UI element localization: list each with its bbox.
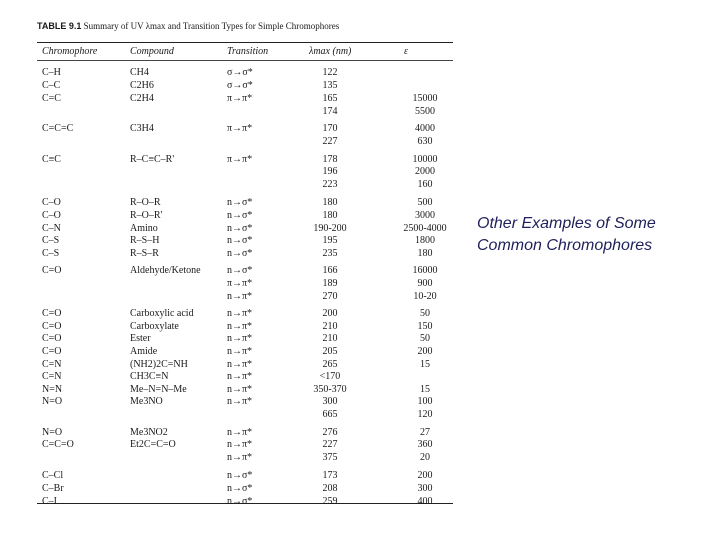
cell-compound: (NH2)2C=NH — [130, 358, 188, 370]
cell-epsilon: 5500 — [415, 105, 435, 117]
cell-chromophore: C=O — [42, 265, 62, 277]
cell-transition: n→σ* — [227, 483, 253, 494]
cell-transition: n→π* — [227, 383, 253, 395]
header-lambda-max: λmax (nm) — [309, 46, 352, 57]
cell-epsilon: 300 — [417, 483, 433, 494]
cell-epsilon: 360 — [417, 439, 433, 451]
cell-transition: π→π* — [227, 93, 253, 105]
table-row — [37, 136, 453, 148]
table-row — [37, 123, 453, 135]
cell-epsilon: 15000 — [412, 93, 438, 105]
cell-lambda-max: 259 — [322, 495, 338, 507]
table-row — [37, 210, 453, 222]
cell-epsilon: 120 — [417, 409, 433, 420]
cell-lambda-max: 200 — [322, 308, 338, 320]
cell-epsilon: 200 — [417, 470, 433, 482]
cell-epsilon: 50 — [420, 308, 430, 320]
cell-chromophore: C–S — [42, 235, 60, 247]
table-row — [37, 265, 453, 277]
table-row — [37, 248, 453, 260]
cell-chromophore: C–N — [42, 222, 61, 234]
cell-compound: CH3C≡N — [130, 371, 169, 383]
cell-epsilon: 100 — [417, 396, 433, 408]
cell-lambda-max: 195 — [322, 235, 338, 247]
table-row — [37, 67, 453, 79]
cell-transition: n→π* — [227, 426, 253, 438]
cell-epsilon: 200 — [417, 346, 433, 357]
cell-lambda-max: 174 — [322, 105, 338, 117]
cell-chromophore: N=O — [42, 426, 63, 438]
cell-compound: Et2C=C=O — [130, 439, 176, 451]
cell-chromophore: C–C — [42, 79, 61, 91]
cell-lambda-max: 265 — [322, 358, 338, 370]
cell-chromophore: C=N — [42, 358, 62, 370]
table-row — [37, 496, 453, 508]
cell-lambda-max: 208 — [322, 483, 338, 494]
table-row — [37, 154, 453, 166]
cell-chromophore: C–S — [42, 247, 60, 259]
cell-chromophore: C=O — [42, 320, 62, 332]
cell-compound: R–O–R' — [130, 210, 163, 221]
table-row — [37, 291, 453, 303]
cell-transition: n→π* — [227, 439, 253, 451]
cell-transition: σ→σ* — [227, 67, 253, 78]
cell-compound: Amide — [130, 346, 158, 357]
cell-compound: C2H4 — [130, 93, 154, 105]
table-row — [37, 166, 453, 178]
cell-epsilon: 10-20 — [413, 290, 437, 302]
cell-compound: Me3NO — [130, 396, 163, 408]
cell-epsilon: 150 — [417, 320, 433, 332]
cell-chromophore: C–H — [42, 67, 61, 78]
cell-transition: n→π* — [227, 358, 253, 370]
header-compound: Compound — [130, 46, 174, 57]
cell-epsilon: 15 — [420, 383, 430, 395]
table-row — [37, 346, 453, 358]
cell-compound: C2H6 — [130, 79, 154, 91]
table-row — [37, 333, 453, 345]
cell-compound: Ester — [130, 333, 151, 345]
cell-compound: CH4 — [130, 67, 149, 78]
table-row — [37, 452, 453, 464]
table-row — [37, 278, 453, 290]
cell-chromophore: C=C — [42, 93, 61, 105]
cell-compound: R–C≡C–R' — [130, 153, 175, 165]
cell-compound: Aldehyde/Ketone — [130, 265, 201, 277]
cell-compound: Carboxylate — [130, 320, 179, 332]
table-row — [37, 359, 453, 371]
cell-lambda-max: 196 — [322, 166, 338, 178]
cell-lambda-max: 166 — [322, 265, 338, 277]
cell-epsilon: 20 — [420, 451, 430, 463]
cell-chromophore: C–Cl — [42, 470, 64, 482]
cell-chromophore: C=N — [42, 371, 62, 383]
cell-lambda-max: 135 — [322, 79, 338, 91]
cell-epsilon: 4000 — [415, 123, 435, 135]
cell-lambda-max: 350-370 — [313, 383, 347, 395]
cell-transition: n→σ* — [227, 235, 253, 247]
cell-transition: n→π* — [227, 371, 253, 383]
cell-chromophore: C=O — [42, 333, 62, 345]
table-row — [37, 409, 453, 421]
cell-transition: n→σ* — [227, 247, 253, 259]
cell-lambda-max: 190-200 — [313, 222, 347, 234]
cell-chromophore: C–O — [42, 210, 61, 221]
cell-transition: n→σ* — [227, 495, 253, 507]
table-row — [37, 80, 453, 92]
chromophore-table — [37, 20, 453, 507]
cell-lambda-max: 205 — [322, 346, 338, 357]
cell-lambda-max: 227 — [322, 439, 338, 451]
cell-epsilon: 27 — [420, 426, 430, 438]
cell-compound: R–S–H — [130, 235, 160, 247]
cell-lambda-max: 223 — [322, 178, 338, 190]
table-row — [37, 321, 453, 333]
cell-compound: R–O–R — [130, 197, 161, 209]
table-row — [37, 106, 453, 118]
cell-lambda-max: 122 — [322, 67, 338, 78]
cell-lambda-max: 173 — [322, 470, 338, 482]
table-row — [37, 223, 453, 235]
table-row — [37, 470, 453, 482]
cell-transition: n→π* — [227, 320, 253, 332]
cell-lambda-max: <170 — [319, 371, 341, 383]
cell-transition: n→σ* — [227, 470, 253, 482]
table-row — [37, 235, 453, 247]
cell-lambda-max: 276 — [322, 426, 338, 438]
cell-chromophore: C–O — [42, 197, 61, 209]
table-row — [37, 396, 453, 408]
cell-transition: n→π* — [227, 396, 253, 408]
table-row — [37, 371, 453, 383]
cell-transition: n→σ* — [227, 210, 253, 221]
table-row — [37, 427, 453, 439]
side-caption: Other Examples of Some Common Chromophores — [477, 215, 656, 254]
cell-lambda-max: 189 — [322, 278, 338, 289]
cell-transition: n→π* — [227, 451, 253, 463]
cell-chromophore: C≡C — [42, 153, 61, 165]
cell-compound: Amino — [130, 222, 158, 234]
cell-compound: Me–N=N–Me — [130, 383, 187, 395]
cell-lambda-max: 210 — [322, 333, 338, 345]
cell-epsilon: 160 — [417, 178, 433, 190]
cell-epsilon: 16000 — [412, 265, 438, 277]
cell-chromophore: C=O — [42, 308, 62, 320]
cell-epsilon: 50 — [420, 333, 430, 345]
cell-transition: π→π* — [227, 278, 253, 289]
cell-lambda-max: 170 — [322, 123, 338, 135]
cell-transition: π→π* — [227, 123, 253, 135]
cell-transition: n→σ* — [227, 222, 253, 234]
cell-epsilon: 2500-4000 — [403, 222, 447, 234]
header-chromophore: Chromophore — [42, 46, 98, 57]
cell-epsilon: 15 — [420, 358, 430, 370]
cell-epsilon: 500 — [417, 197, 433, 209]
table-header-row — [37, 43, 453, 60]
table-row — [37, 93, 453, 105]
header-epsilon: ε — [404, 46, 408, 57]
cell-epsilon: 2000 — [415, 166, 435, 178]
header-transition: Transition — [227, 46, 269, 57]
cell-transition: n→π* — [227, 290, 253, 302]
cell-chromophore: C=C=C — [42, 123, 74, 135]
cell-compound: Carboxylic acid — [130, 308, 194, 320]
cell-transition: n→π* — [227, 346, 253, 357]
table-row — [37, 308, 453, 320]
cell-lambda-max: 270 — [322, 290, 338, 302]
cell-compound: C3H4 — [130, 123, 154, 135]
cell-lambda-max: 180 — [322, 210, 338, 221]
cell-chromophore: N=N — [42, 383, 63, 395]
cell-transition: n→σ* — [227, 197, 253, 209]
table-row — [37, 384, 453, 396]
cell-chromophore: C–I — [42, 495, 57, 507]
cell-lambda-max: 235 — [322, 247, 338, 259]
cell-chromophore: C=O — [42, 346, 62, 357]
caption-label: TABLE 9.1 — [37, 21, 82, 31]
caption-text: Summary of UV λmax and Transition Types for Simple Chromophores — [83, 21, 340, 31]
cell-compound: R–S–R — [130, 247, 159, 259]
table-caption — [37, 20, 453, 32]
cell-transition: σ→σ* — [227, 79, 253, 91]
table-row — [37, 439, 453, 451]
cell-epsilon: 900 — [417, 278, 433, 289]
cell-transition: n→σ* — [227, 265, 253, 277]
cell-epsilon: 630 — [417, 136, 433, 147]
cell-lambda-max: 665 — [322, 409, 338, 420]
cell-epsilon: 1800 — [415, 235, 435, 247]
cell-lambda-max: 227 — [322, 136, 338, 147]
table-body — [37, 61, 453, 507]
cell-epsilon: 3000 — [415, 210, 435, 221]
cell-lambda-max: 210 — [322, 320, 338, 332]
cell-epsilon: 10000 — [412, 153, 438, 165]
cell-chromophore: C–Br — [42, 483, 64, 494]
table-row — [37, 483, 453, 495]
cell-chromophore: N=O — [42, 396, 63, 408]
cell-transition: n→π* — [227, 308, 253, 320]
cell-lambda-max: 178 — [322, 153, 338, 165]
cell-lambda-max: 300 — [322, 396, 338, 408]
cell-transition: n→π* — [227, 333, 253, 345]
cell-lambda-max: 165 — [322, 93, 338, 105]
cell-transition: π→π* — [227, 153, 253, 165]
cell-compound: Me3NO2 — [130, 426, 168, 438]
cell-epsilon: 180 — [417, 247, 433, 259]
cell-lambda-max: 180 — [322, 197, 338, 209]
cell-chromophore: C=C=O — [42, 439, 74, 451]
table-row — [37, 179, 453, 191]
cell-epsilon: 400 — [417, 495, 433, 507]
cell-lambda-max: 375 — [322, 451, 338, 463]
table-row — [37, 197, 453, 209]
